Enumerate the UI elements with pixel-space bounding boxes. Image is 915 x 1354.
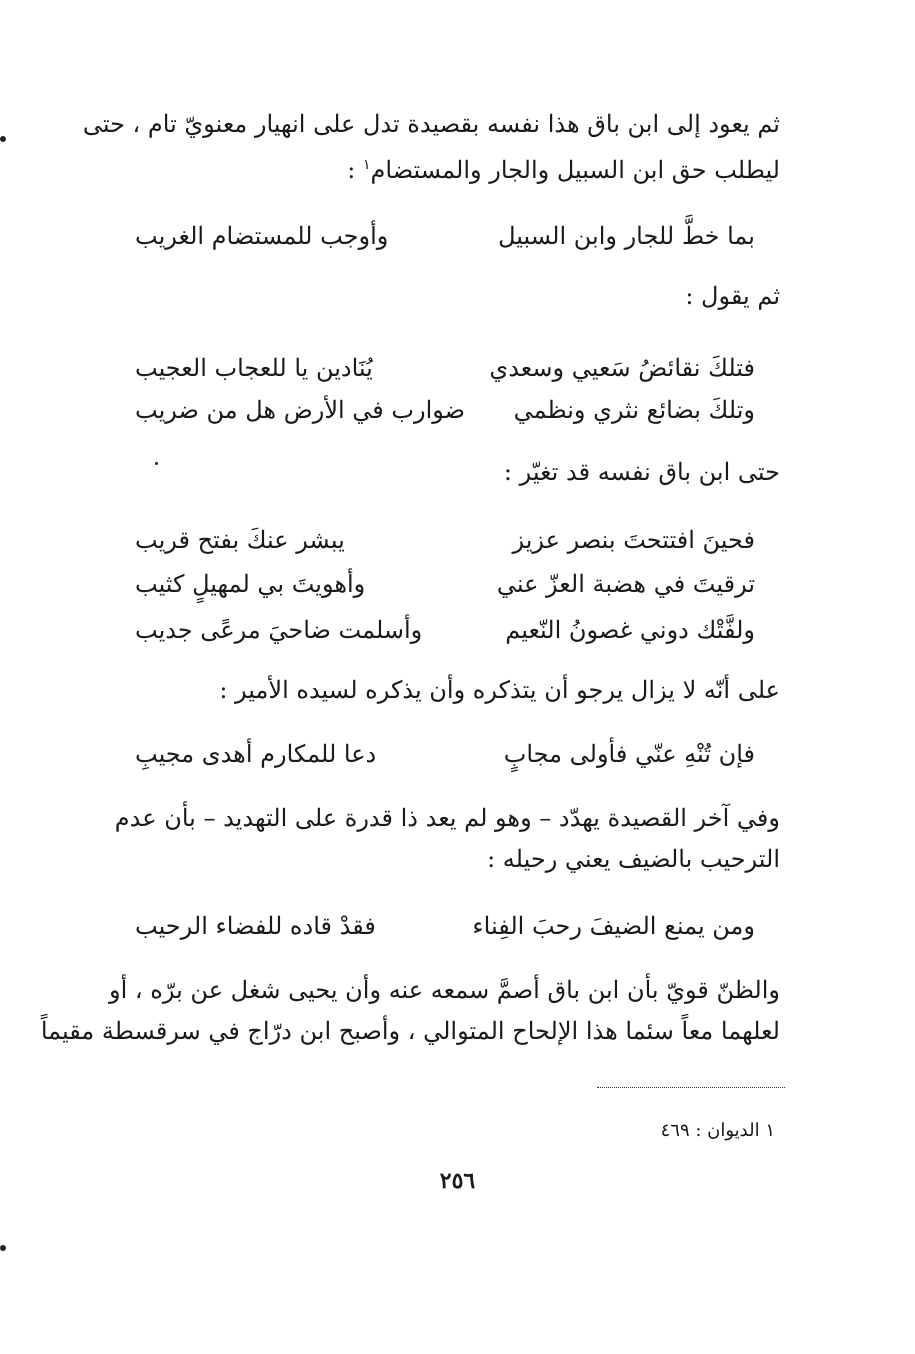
- paragraph-line: على أنّه لا يزال يرجو أن يتذكره وأن يذكره لسيده الأمير :: [219, 676, 780, 704]
- paragraph-line: ثم يقول :: [685, 282, 780, 310]
- verse-first-hemistich: ومن يمنع الضيفَ رحبَ الفِناء: [472, 912, 755, 940]
- page-number: ٢٥٦: [439, 1168, 476, 1194]
- paragraph-line: [100, 145, 780, 191]
- margin-mark-bottom: [0, 1245, 6, 1251]
- verse-second-hemistich: فقدْ قاده للفضاء الرحيب: [135, 912, 376, 940]
- verse-second-hemistich: وأسلمت ضاحيَ مرعًى جديب: [135, 616, 423, 644]
- verse-first-hemistich: وتلكَ بضائع نثري ونظمي: [513, 396, 755, 424]
- verse-first-hemistich: فإن تُنْهِ عنّي فأولى مجابٍ: [503, 740, 755, 768]
- verse-line: [135, 520, 755, 560]
- margin-mark-top: [0, 136, 6, 142]
- paragraph-then-says: [100, 276, 780, 317]
- verse-second-hemistich: دعا للمكارم أهدى مجيبِ: [135, 740, 377, 768]
- footnote: ١ الديوان : ٤٦٩: [660, 1120, 775, 1141]
- paragraph-still-hopes: [100, 670, 780, 711]
- verse-first-hemistich: ترقيتَ في هضبة العزّ عني: [496, 570, 755, 598]
- verse-line: [135, 734, 755, 774]
- verse-second-hemistich: ضوارب في الأرض هل من ضريب: [135, 396, 466, 424]
- verse-line: [135, 564, 755, 604]
- verse-first-hemistich: بما خطَّ للجار وابن السبيل: [498, 222, 755, 250]
- verse-second-hemistich: يبشر عنكَ بفتح قريب: [135, 526, 345, 554]
- verse-line: [135, 906, 755, 946]
- verse-line: [135, 390, 755, 430]
- verse-line: [135, 610, 755, 650]
- paragraph-line: لعلهما معاً سئما هذا الإلحاح المتوالي ، وأصبح ابن درّاج في سرقسطة مقيماً: [40, 1017, 780, 1045]
- footnote-ref: ١: [363, 157, 371, 173]
- verse-line: [135, 216, 755, 256]
- paragraph-line: حتى ابن باق نفسه قد تغيّر :: [503, 458, 780, 486]
- paragraph-line: ثم يعود إلى ابن باق هذا نفسه بقصيدة تدل على انهيار معنويّ تام ، حتى: [82, 110, 780, 138]
- paragraph-intro: [82, 104, 780, 191]
- paragraph-conclusion: [40, 970, 780, 1052]
- paragraph-end-of-poem: [100, 798, 780, 880]
- verse-line: [135, 348, 755, 388]
- paragraph-line-text: ليطلب حق ابن السبيل والجار والمستضام: [370, 156, 780, 184]
- paragraph-line: والظنّ قويّ بأن ابن باق أصمَّ سمعه عنه وأن يحيى شغل عن برّه ، أو: [109, 976, 780, 1004]
- verse-second-hemistich: يُنَادين يا للعجاب العجيب: [135, 354, 373, 382]
- verse-first-hemistich: فحينَ افتتحتَ بنصر عزيز: [512, 526, 755, 554]
- verse-second-hemistich: وأوجب للمستضام الغريب: [135, 222, 389, 250]
- footnote-divider: [597, 1087, 785, 1088]
- paragraph-line: الترحيب بالضيف يعني رحيله :: [487, 845, 780, 873]
- verse-first-hemistich: فتلكَ نقائضُ سَعيي وسعدي: [489, 354, 755, 382]
- paragraph-line: وفي آخر القصيدة يهدّد – وهو لم يعد ذا قدرة على التهديد – بأن عدم: [114, 804, 780, 832]
- verse-second-hemistich: وأهويتَ بي لمهيلٍ كثيب: [135, 570, 366, 598]
- verse-first-hemistich: ولفَّتْك دوني غصونُ النّعيم: [505, 616, 755, 644]
- paragraph-line-end: :: [347, 156, 363, 184]
- paragraph-ibn-baq: [100, 452, 780, 493]
